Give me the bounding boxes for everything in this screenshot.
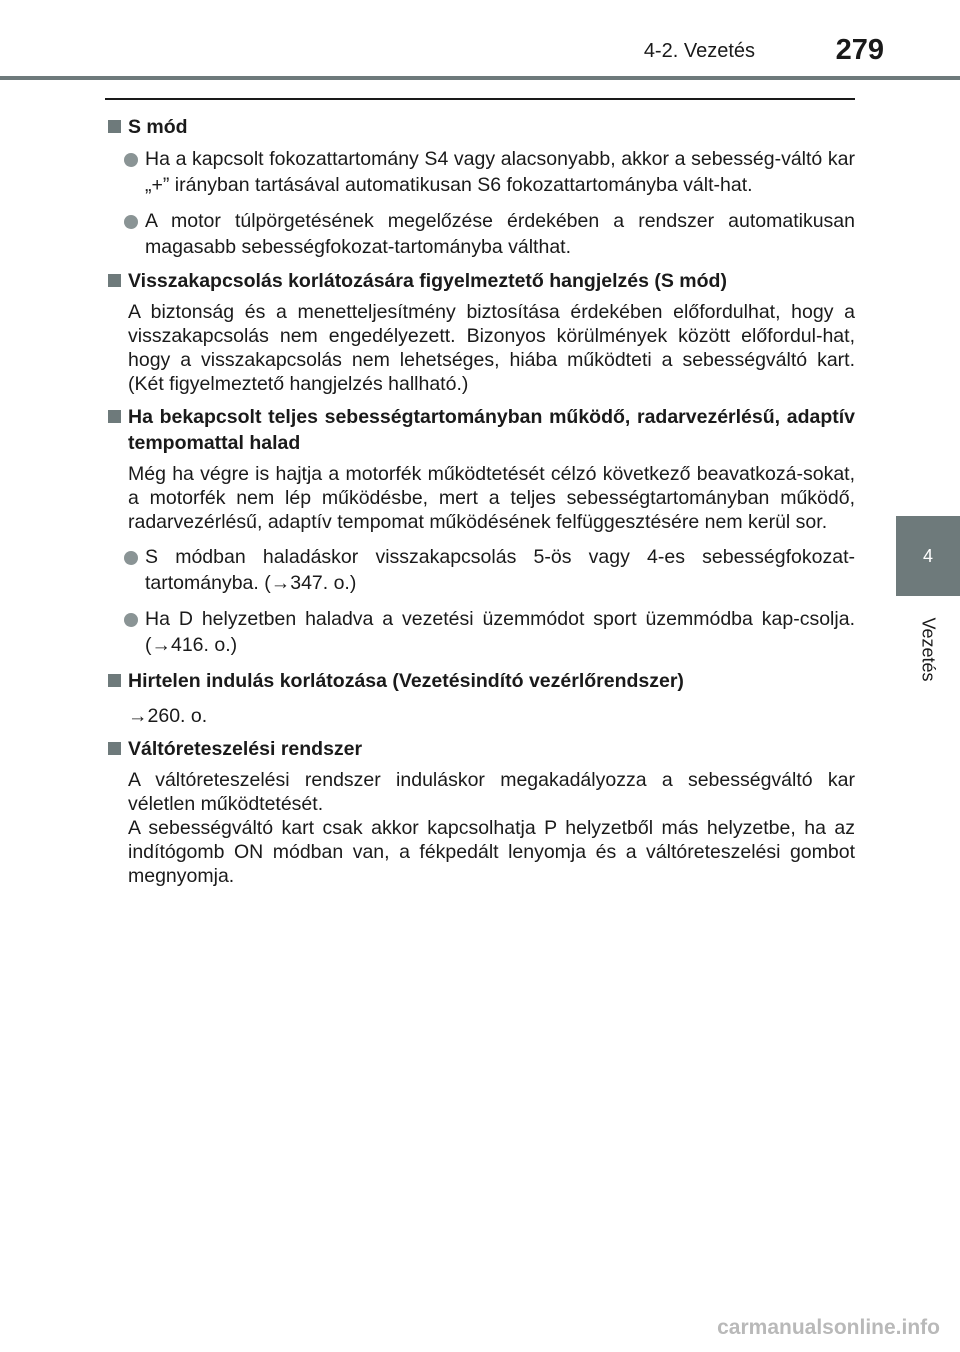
page-header <box>0 0 960 76</box>
circle-bullet-icon <box>124 613 138 627</box>
header-section-title: 4-2. Vezetés <box>643 40 755 62</box>
watermark: carmanualsonline.info <box>717 1316 940 1339</box>
paragraph: Még ha végre is hajtja a motorfék működtetését célzó következő beavatkozá-sokat, a motorfék nem lép működésbe, mert a teljes sebességtartományban működő, radarvezérlésű, adaptív tempomat működésének felfüggesztésére nem kerül sor. <box>128 463 855 533</box>
circle-bullet-icon <box>124 153 138 167</box>
bullet-item: A motor túlpörgetésének megelőzése érdekében a rendszer automatikusan magasabb sebességfokozat-tartományba válthat. <box>105 208 855 260</box>
section-heading-shift-lock: Váltóreteszelési rendszer <box>105 736 855 762</box>
paragraph: A váltóreteszelési rendszer induláskor megakadályozza a sebességváltó kar véletlen működtetését. <box>128 769 855 815</box>
bullet-item: Ha a kapcsolt fokozattartomány S4 vagy alacsonyabb, akkor a sebesség-váltó kar „+” irányban tartásával automatikusan S6 fokozattartományba vált-hat. <box>105 146 855 198</box>
section-heading-sudden-start: Hirtelen indulás korlátozása (Vezetésindító vezérlőrendszer) <box>105 668 855 694</box>
section-heading-radar-cruise: Ha bekapcsolt teljes sebességtartományban működő, radarvezérlésű, adaptív tempomattal halad <box>105 404 855 456</box>
circle-bullet-icon <box>124 551 138 565</box>
bullet-item: S módban haladáskor visszakapcsolás 5-ös vagy 4-es sebességfokozat-tartományba. (→347. o.) <box>105 544 855 596</box>
circle-bullet-icon <box>124 215 138 229</box>
section-heading-s-mode: S mód <box>105 114 855 140</box>
content-top-rule <box>105 98 855 100</box>
square-bullet-icon <box>108 410 121 423</box>
square-bullet-icon <box>108 742 121 755</box>
square-bullet-icon <box>108 120 121 133</box>
chapter-title: Vezetés <box>918 616 939 682</box>
paragraph: A biztonság és a menetteljesítmény biztosítása érdekében előfordulhat, hogy a visszakapcsolás nem engedélyezett. Bizonyos körülmények között előfordul-hat, hogy a visszakapcsolás nem lehetséges, hiába működteti a sebességváltó kart. (Két figyelmeztető hangjelzés hallható.) <box>128 301 855 395</box>
paragraph: A sebességváltó kart csak akkor kapcsolhatja P helyzetből más helyzetbe, ha az indítógomb ON módban van, a fékpedált lenyomja és a váltóreteszelési gombot megnyomja. <box>128 817 855 887</box>
bullet-item: Ha D helyzetben haladva a vezetési üzemmódot sport üzemmódba kap-csolja. (→416. o.) <box>105 606 855 658</box>
page-number: 279 <box>835 34 884 66</box>
square-bullet-icon <box>108 274 121 287</box>
cross-reference[interactable]: →260. o. <box>128 705 208 727</box>
chapter-number: 4 <box>922 545 933 566</box>
header-rule <box>0 76 960 80</box>
chapter-tab[interactable] <box>896 516 960 596</box>
page-content <box>105 108 855 888</box>
chapter-label <box>896 604 960 694</box>
section-heading-downshift-warning: Visszakapcsolás korlátozására figyelmeztető hangjelzés (S mód) <box>105 268 855 294</box>
square-bullet-icon <box>108 674 121 687</box>
